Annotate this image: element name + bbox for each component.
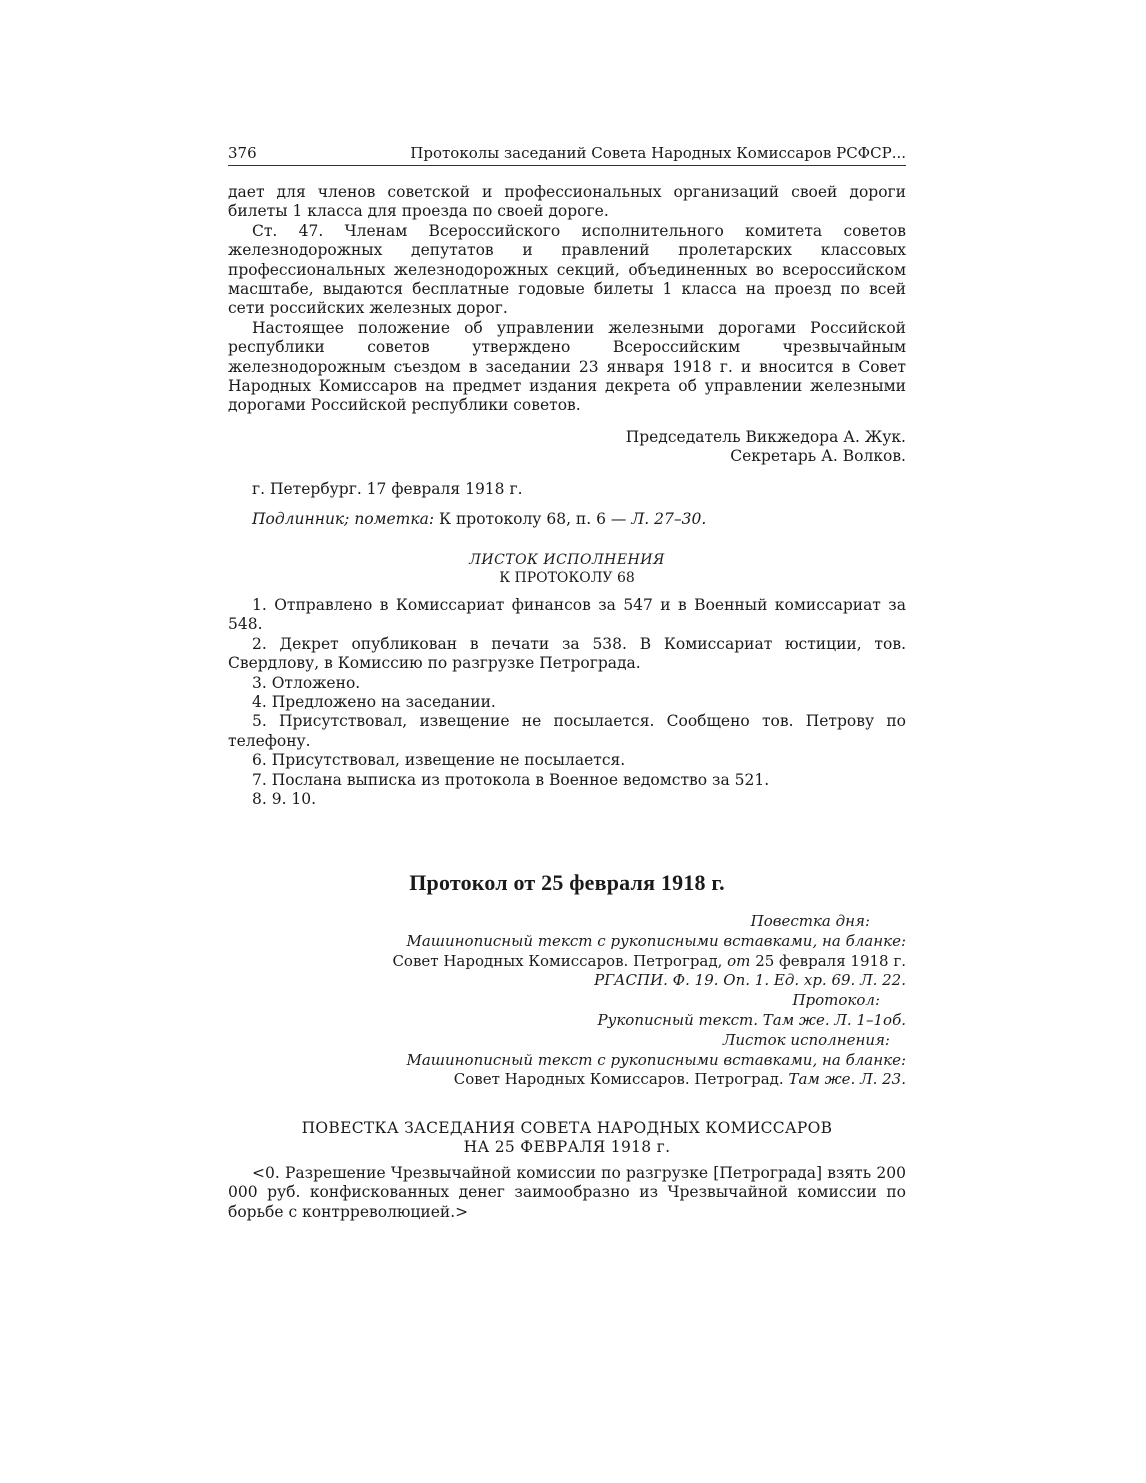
execution-sheet-subtitle: К ПРОТОКОЛУ 68 bbox=[499, 570, 635, 586]
place-date: г. Петербург. 17 февраля 1918 г. bbox=[252, 480, 523, 498]
signatures bbox=[228, 428, 906, 467]
protocol-desc: Рукописный текст. Там же. Л. 1–1об. bbox=[597, 1010, 906, 1029]
list-item: 6. Присутствовал, извещение не посылается. bbox=[252, 751, 626, 770]
sheet-label: Листок исполнения: bbox=[722, 1030, 890, 1049]
list-item: 1. Отправлено в Комиссариат финансов за 547 и в Военный комиссариат за 548. bbox=[228, 596, 906, 634]
continuation-text bbox=[228, 183, 906, 416]
archival-note-label: Подлинник; пометка: bbox=[252, 510, 435, 528]
agenda-label: Повестка дня: bbox=[750, 912, 870, 930]
list-item: 5. Присутствовал, извещение не посылается. Сообщено тов. Петрову по телефону. bbox=[228, 712, 906, 750]
archival-note-ref: Л. 27–30. bbox=[631, 510, 707, 528]
archival-note-text: К протоколу 68, п. 6 — bbox=[439, 510, 627, 528]
list-item: 8. 9. 10. bbox=[252, 790, 317, 809]
sheet-blank: Совет Народных Комиссаров. Петроград. Там же. Л. 23. bbox=[453, 1070, 906, 1089]
archival-note bbox=[228, 510, 906, 529]
agenda-desc: Машинописный текст с рукописными вставками, на бланке: bbox=[406, 931, 906, 950]
page-number: 376 bbox=[228, 144, 257, 162]
execution-sheet-title: ЛИСТОК ИСПОЛНЕНИЯ bbox=[469, 552, 665, 568]
execution-sheet-list bbox=[228, 596, 906, 809]
list-item: 3. Отложено. bbox=[252, 673, 361, 692]
chairman-signature: Председатель Викжедора А. Жук. bbox=[625, 428, 906, 446]
paragraph: Настоящее положение об управлении железными дорогами Российской республики советов утверждено Всероссийским чрезвычайным железнодорожным съездом в заседании 23 января 1918 г. и вносится в Совет Народных Комиссаров на предмет издания декрета об управлении железными дорогами Российской республики советов. bbox=[228, 318, 906, 415]
paragraph: Ст. 47. Членам Всероссийского исполнительного комитета советов железнодорожных депутатов и правлений пролетарских классовых профессиональных железнодорожных секций, объединенных во всероссийском масштабе, выдаются бесплатные годовые билеты 1 класса на проезд по всей сети российских железных дорог. bbox=[228, 221, 906, 318]
agenda-archive: РГАСПИ. Ф. 19. Оп. 1. Ед. хр. 69. Л. 22. bbox=[594, 971, 906, 990]
execution-sheet-heading bbox=[228, 551, 906, 587]
list-item: 4. Предложено на заседании. bbox=[252, 693, 496, 712]
list-item: 7. Послана выписка из протокола в Военное ведомство за 521. bbox=[252, 770, 770, 789]
protocol-label: Протокол: bbox=[792, 991, 880, 1010]
source-notes bbox=[228, 912, 906, 1090]
agenda-item: <0. Разрешение Чрезвычайной комиссии по разгрузке [Петрограда] взять 200 000 руб. конфискованных денег заимообразно из Чрезвычайной комиссии по борьбе с контрреволюцией.> bbox=[228, 1164, 906, 1221]
agenda-blank: Совет Народных Комиссаров. Петроград, от 25 февраля 1918 г. bbox=[392, 951, 906, 970]
secretary-signature: Секретарь А. Волков. bbox=[730, 447, 906, 466]
running-header bbox=[228, 144, 906, 166]
protocol-heading: Протокол от 25 февраля 1918 г. bbox=[409, 870, 725, 895]
running-title: Протоколы заседаний Совета Народных Комиссаров РСФСР... bbox=[410, 144, 906, 162]
list-item: 2. Декрет опубликован в печати за 538. В Комиссариат юстиции, тов. Свердлову, в Комиссию по разгрузке Петрограда. bbox=[228, 634, 906, 673]
agenda-title: ПОВЕСТКА ЗАСЕДАНИЯ СОВЕТА НАРОДНЫХ КОМИССАРОВ НА 25 ФЕВРАЛЯ 1918 г. bbox=[301, 1119, 833, 1156]
paragraph: дает для членов советской и профессиональных организаций своей дороги билеты 1 класса для проезда по своей дороге. bbox=[228, 183, 906, 221]
sheet-desc: Машинописный текст с рукописными вставками, на бланке: bbox=[406, 1050, 906, 1069]
